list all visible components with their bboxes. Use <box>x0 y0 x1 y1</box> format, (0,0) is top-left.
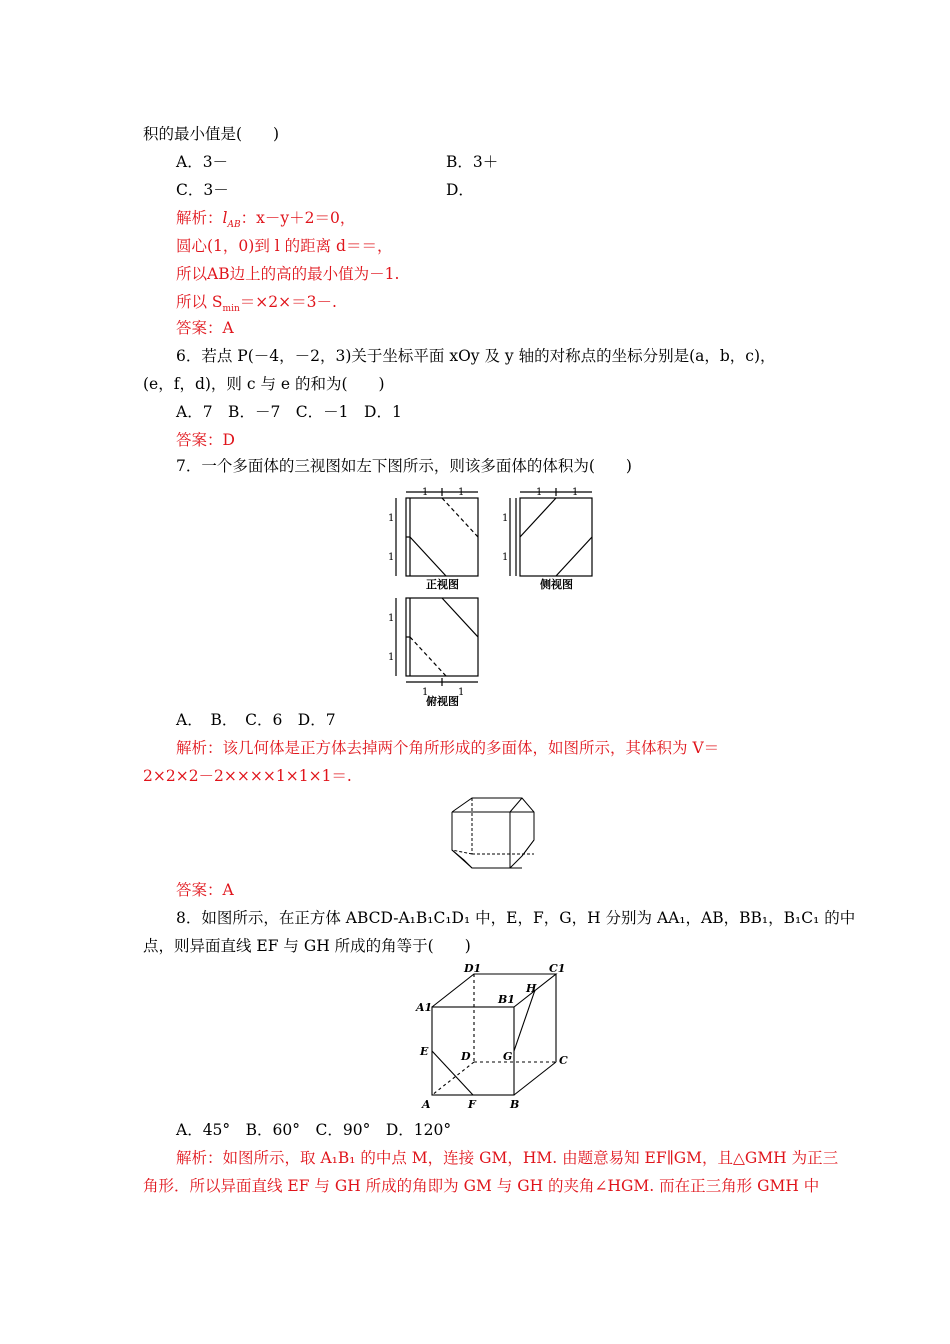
q6-options: A．7 B．－7 C．－1 D．1 <box>176 403 402 421</box>
solution-text: 该几何体是正方体去掉两个角所形成的多面体，如图所示，其体积为 V＝ <box>222 739 720 757</box>
q7-answer <box>176 880 234 900</box>
q5-option-b: B．3＋ <box>446 153 499 171</box>
answer-label: 答案： <box>176 431 223 449</box>
dim-label: 1 <box>572 487 579 498</box>
q7-solution-line-1 <box>176 738 719 758</box>
vertex-label: A <box>422 1098 431 1111</box>
vertex-label: B1 <box>498 993 515 1006</box>
solution-label: 解析： <box>176 209 223 227</box>
answer-value: A <box>222 881 234 899</box>
top-view <box>396 598 478 686</box>
q5-solution-line-4 <box>176 292 337 319</box>
vertex-label: D <box>461 1050 471 1063</box>
side-view-caption: 侧视图 <box>540 578 573 591</box>
dim-label: 1 <box>388 552 395 563</box>
vertex-label: A1 <box>416 1001 433 1014</box>
solution-label: 解析： <box>176 1149 223 1167</box>
q6-stem-line-1: 6．若点 P(－4，－2，3)关于坐标平面 xOy 及 y 轴的对称点的坐标分别是(a，b，c)， <box>176 347 776 365</box>
q5-option-d: D． <box>446 181 474 199</box>
dim-label: 1 <box>388 652 395 663</box>
area-subscript: min <box>222 304 240 315</box>
q8-stem-line-1: 8．如图所示，在正方体 ABCD-A₁B₁C₁D₁ 中，E，F，G，H 分别为 AA₁，AB，BB₁，B₁C₁ 的中 <box>176 909 856 927</box>
polyhedron-figure <box>444 794 540 872</box>
solution-text: 如图所示，取 A₁B₁ 的中点 M，连接 GM，HM. 由题意易知 EF∥GM，且△GMH 为正三 <box>222 1149 839 1167</box>
line-subscript: AB <box>227 220 241 231</box>
q5-solution-line-1 <box>176 208 355 235</box>
area-result: ＝×2×＝3－. <box>239 293 337 311</box>
q7-solution-line-2: 2×2×2－2××××1×1×1＝. <box>143 767 352 785</box>
q6-answer <box>176 430 235 450</box>
q6-stem-line-2: (e，f，d)，则 c 与 e 的和为( ) <box>143 375 385 393</box>
dim-label: 1 <box>388 513 395 524</box>
q8-solution-line-2: 角形．所以异面直线 EF 与 GH 所成的角即为 GM 与 GH 的夹角∠HGM. 而在正三角形 GMH 中 <box>143 1177 820 1195</box>
q5-solution-line-3: 所以AB边上的高的最小值为－1. <box>176 265 400 283</box>
q5-option-c: C．3－ <box>176 181 229 199</box>
q8-solution-line-1 <box>176 1148 838 1168</box>
side-view <box>510 488 592 576</box>
q5-option-a: A．3－ <box>176 153 229 171</box>
top-view-caption: 俯视图 <box>426 695 459 706</box>
answer-value: A <box>222 319 234 337</box>
vertex-label: F <box>468 1098 476 1111</box>
cube-figure <box>414 962 574 1114</box>
q8-options: A．45° B．60° C．90° D．120° <box>176 1121 452 1139</box>
front-view-caption: 正视图 <box>426 578 459 591</box>
three-view-figure <box>384 484 604 706</box>
answer-value: D <box>222 431 235 449</box>
q8-stem-line-2: 点，则异面直线 EF 与 GH 所成的角等于( ) <box>143 937 471 955</box>
vertex-label: H <box>526 982 537 995</box>
q7-options: A． B． C．6 D．7 <box>176 711 336 729</box>
vertex-label: C1 <box>549 962 566 975</box>
dim-label: 1 <box>536 487 543 498</box>
answer-label: 答案： <box>176 881 223 899</box>
vertex-label: B <box>510 1098 520 1111</box>
q5-solution-line-2: 圆心(1，0)到 l 的距离 d＝＝， <box>176 237 393 255</box>
answer-label: 答案： <box>176 319 223 337</box>
q7-stem: 7．一个多面体的三视图如左下图所示，则该多面体的体积为( ) <box>176 457 632 475</box>
vertex-label: G <box>503 1050 513 1063</box>
front-view <box>396 488 478 576</box>
dim-label: 1 <box>422 487 429 498</box>
dim-label: 1 <box>502 552 509 563</box>
vertex-label: C <box>559 1054 568 1067</box>
vertex-label: E <box>420 1045 429 1058</box>
line-equation: ：x－y＋2＝0， <box>240 209 356 227</box>
dim-label: 1 <box>502 513 509 524</box>
q5-stem-tail: 积的最小值是( ) <box>143 125 280 143</box>
q5-answer <box>176 318 234 338</box>
area-prefix: 所以 S <box>176 293 223 311</box>
dim-label: 1 <box>422 687 429 698</box>
vertex-label: D1 <box>464 962 482 975</box>
dim-label: 1 <box>458 487 465 498</box>
line-symbol: l <box>222 209 228 227</box>
solution-label: 解析： <box>176 739 223 757</box>
dim-label: 1 <box>388 613 395 624</box>
dim-label: 1 <box>458 687 465 698</box>
